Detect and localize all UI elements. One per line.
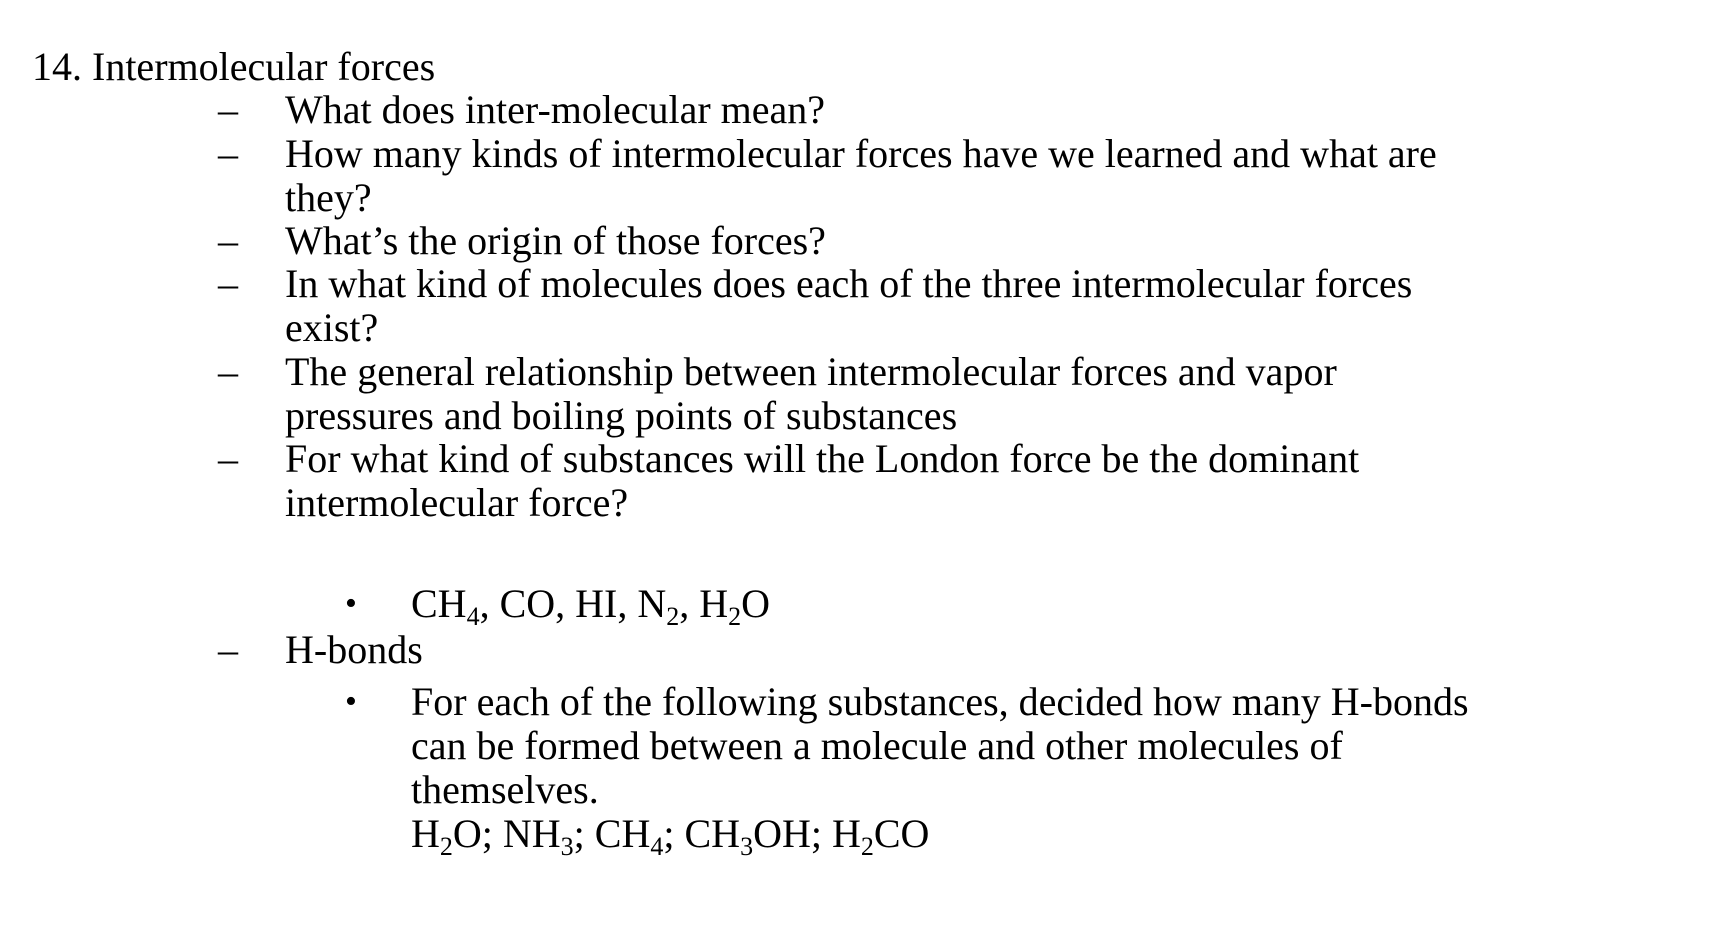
text-line: For each of the following substances, decided how many H-bonds <box>411 679 1469 724</box>
list-item-text <box>285 348 1545 440</box>
dash-marker: – <box>218 436 238 481</box>
list-item-text <box>285 626 1545 674</box>
bullet-marker: • <box>345 683 357 720</box>
formula-h2co: $H_2CO$ <box>831 811 930 861</box>
list-item-text <box>285 217 1545 265</box>
sub-list-item-text <box>411 678 1631 861</box>
text-line: The general relationship between intermolecular forces and vapor <box>285 349 1337 394</box>
text-line: pressures and boiling points of substances <box>285 393 958 438</box>
text-line: H-bonds <box>285 627 423 672</box>
bullet-marker: • <box>345 585 357 622</box>
formula-ch3oh: $CH_3OH$; <box>684 811 832 861</box>
text-line: For what kind of substances will the London force be the dominant <box>285 436 1360 481</box>
dash-marker: – <box>218 218 238 263</box>
text-line: can be formed between a molecule and other molecules of <box>411 723 1343 768</box>
dash-marker: – <box>218 261 238 306</box>
list-item-text <box>285 435 1545 527</box>
text-line <box>411 580 1631 631</box>
dash-marker: – <box>218 87 238 132</box>
section-heading: 14. Intermolecular forces <box>32 44 436 89</box>
dash-marker: – <box>218 349 238 394</box>
text-line: intermolecular force? <box>285 480 629 525</box>
formula-ch4: $CH_4$; <box>594 811 685 861</box>
formula-list <box>411 580 1631 631</box>
text-line: exist? <box>285 305 379 350</box>
list-item-text <box>285 130 1545 222</box>
formula-h2o: $H_2O$; <box>411 811 503 861</box>
text-line: themselves. <box>411 767 599 812</box>
text-line: What’s the origin of those forces? <box>285 218 826 263</box>
text-line: How many kinds of intermolecular forces have we learned and what are <box>285 131 1437 176</box>
formula-h2o: $H_2O$ <box>699 581 771 631</box>
formula-list <box>411 810 1631 861</box>
formula-ch4: $CH_4$, CO, HI, <box>411 581 638 631</box>
text-line: What does inter-molecular mean? <box>285 87 826 132</box>
formula-nh3: $NH_3$; <box>502 811 595 861</box>
text-line: In what kind of molecules does each of the three intermolecular forces <box>285 261 1413 306</box>
text-line: they? <box>285 175 372 220</box>
formula-n2: $N_2$, <box>637 581 700 631</box>
dash-marker: – <box>218 131 238 176</box>
dash-marker: – <box>218 627 238 672</box>
list-item-text <box>285 260 1545 352</box>
list-item-text <box>285 86 1545 134</box>
